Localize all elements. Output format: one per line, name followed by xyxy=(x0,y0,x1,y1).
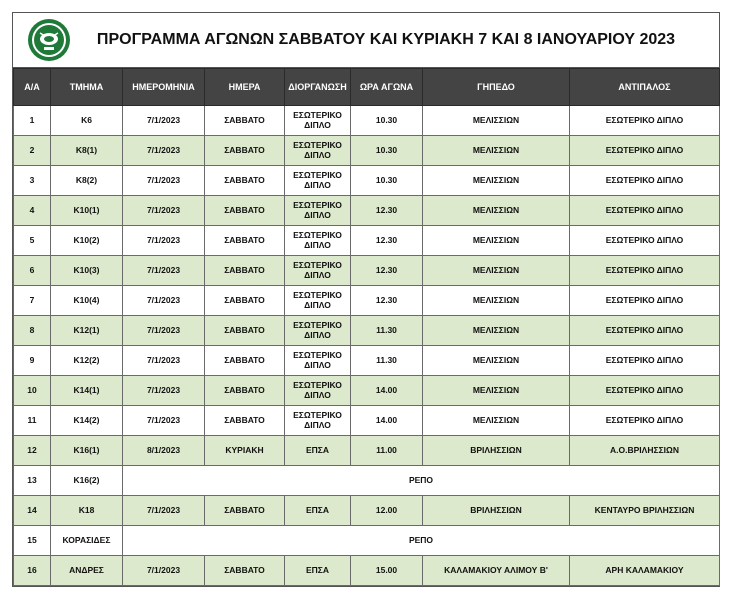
table-row xyxy=(14,286,720,316)
column-header: ΓΗΠΕΔΟ xyxy=(423,69,570,106)
schedule-sheet xyxy=(12,12,720,587)
cell-org: ΕΣΩΤΕΡΙΚΟ ΔΙΠΛΟ xyxy=(285,256,351,286)
cell-date: 7/1/2023 xyxy=(123,196,205,226)
cell-date: 7/1/2023 xyxy=(123,106,205,136)
cell-opp: ΕΣΩΤΕΡΙΚΟ ΔΙΠΛΟ xyxy=(570,106,720,136)
table-row xyxy=(14,166,720,196)
cell-opp: ΕΣΩΤΕΡΙΚΟ ΔΙΠΛΟ xyxy=(570,256,720,286)
cell-day: ΣΑΒΒΑΤΟ xyxy=(205,136,285,166)
cell-day: ΣΑΒΒΑΤΟ xyxy=(205,166,285,196)
cell-day: ΣΑΒΒΑΤΟ xyxy=(205,106,285,136)
table-row xyxy=(14,106,720,136)
cell-no: 15 xyxy=(14,526,51,556)
cell-date: 7/1/2023 xyxy=(123,406,205,436)
cell-venue: ΚΑΛΑΜΑΚΙΟΥ ΑΛΙΜΟΥ Β' xyxy=(423,556,570,586)
cell-date: 7/1/2023 xyxy=(123,256,205,286)
cell-venue: ΜΕΛΙΣΣΙΩΝ xyxy=(423,376,570,406)
cell-no: 6 xyxy=(14,256,51,286)
cell-date: 7/1/2023 xyxy=(123,166,205,196)
cell-venue: ΜΕΛΙΣΣΙΩΝ xyxy=(423,346,570,376)
cell-date: 7/1/2023 xyxy=(123,136,205,166)
cell-time: 12.30 xyxy=(351,256,423,286)
cell-opp: Α.Ο.ΒΡΙΛΗΣΣΙΩΝ xyxy=(570,436,720,466)
cell-no: 1 xyxy=(14,106,51,136)
cell-venue: ΜΕΛΙΣΣΙΩΝ xyxy=(423,136,570,166)
column-header: Α/Α xyxy=(14,69,51,106)
cell-date: 7/1/2023 xyxy=(123,376,205,406)
cell-venue: ΜΕΛΙΣΣΙΩΝ xyxy=(423,226,570,256)
cell-day: ΚΥΡΙΑΚΗ xyxy=(205,436,285,466)
cell-date: 7/1/2023 xyxy=(123,226,205,256)
cell-org: ΕΣΩΤΕΡΙΚΟ ΔΙΠΛΟ xyxy=(285,196,351,226)
cell-org: ΕΣΩΤΕΡΙΚΟ ΔΙΠΛΟ xyxy=(285,106,351,136)
cell-team: Κ18 xyxy=(51,496,123,526)
cell-org: ΕΣΩΤΕΡΙΚΟ ΔΙΠΛΟ xyxy=(285,406,351,436)
cell-team: Κ10(4) xyxy=(51,286,123,316)
cell-org: ΕΣΩΤΕΡΙΚΟ ΔΙΠΛΟ xyxy=(285,166,351,196)
cell-org: ΕΠΣΑ xyxy=(285,556,351,586)
cell-no: 14 xyxy=(14,496,51,526)
cell-span: ΡΕΠΟ xyxy=(123,526,720,556)
cell-team: Κ12(2) xyxy=(51,346,123,376)
cell-team: Κ6 xyxy=(51,106,123,136)
cell-venue: ΒΡΙΛΗΣΣΙΩΝ xyxy=(423,496,570,526)
cell-org: ΕΣΩΤΕΡΙΚΟ ΔΙΠΛΟ xyxy=(285,286,351,316)
table-row xyxy=(14,526,720,556)
cell-team: Κ14(2) xyxy=(51,406,123,436)
cell-day: ΣΑΒΒΑΤΟ xyxy=(205,316,285,346)
cell-no: 4 xyxy=(14,196,51,226)
cell-team: Κ10(1) xyxy=(51,196,123,226)
cell-venue: ΜΕΛΙΣΣΙΩΝ xyxy=(423,406,570,436)
cell-date: 7/1/2023 xyxy=(123,556,205,586)
cell-opp: ΕΣΩΤΕΡΙΚΟ ΔΙΠΛΟ xyxy=(570,226,720,256)
cell-team: ΚΟΡΑΣΙΔΕΣ xyxy=(51,526,123,556)
table-row xyxy=(14,316,720,346)
cell-time: 15.00 xyxy=(351,556,423,586)
cell-team: Κ12(1) xyxy=(51,316,123,346)
header-row xyxy=(14,69,720,106)
cell-no: 2 xyxy=(14,136,51,166)
cell-time: 12.30 xyxy=(351,226,423,256)
column-header: ΔΙΟΡΓΑΝΩΣΗ xyxy=(285,69,351,106)
cell-team: Κ8(2) xyxy=(51,166,123,196)
column-header: ΗΜΕΡΑ xyxy=(205,69,285,106)
cell-no: 9 xyxy=(14,346,51,376)
cell-day: ΣΑΒΒΑΤΟ xyxy=(205,556,285,586)
table-row xyxy=(14,496,720,526)
cell-date: 7/1/2023 xyxy=(123,496,205,526)
cell-opp: ΕΣΩΤΕΡΙΚΟ ΔΙΠΛΟ xyxy=(570,166,720,196)
cell-day: ΣΑΒΒΑΤΟ xyxy=(205,256,285,286)
cell-org: ΕΠΣΑ xyxy=(285,496,351,526)
cell-day: ΣΑΒΒΑΤΟ xyxy=(205,376,285,406)
cell-team: Κ16(1) xyxy=(51,436,123,466)
cell-time: 12.30 xyxy=(351,286,423,316)
table-row xyxy=(14,226,720,256)
cell-time: 11.30 xyxy=(351,316,423,346)
cell-venue: ΒΡΙΛΗΣΣΙΩΝ xyxy=(423,436,570,466)
cell-no: 5 xyxy=(14,226,51,256)
cell-no: 3 xyxy=(14,166,51,196)
column-header: ΗΜΕΡΟΜΗΝΙΑ xyxy=(123,69,205,106)
cell-team: Κ10(2) xyxy=(51,226,123,256)
table-row xyxy=(14,556,720,586)
cell-org: ΕΣΩΤΕΡΙΚΟ ΔΙΠΛΟ xyxy=(285,316,351,346)
cell-venue: ΜΕΛΙΣΣΙΩΝ xyxy=(423,196,570,226)
cell-opp: ΕΣΩΤΕΡΙΚΟ ΔΙΠΛΟ xyxy=(570,196,720,226)
cell-team: Κ10(3) xyxy=(51,256,123,286)
cell-time: 10.30 xyxy=(351,166,423,196)
cell-opp: ΕΣΩΤΕΡΙΚΟ ΔΙΠΛΟ xyxy=(570,406,720,436)
cell-day: ΣΑΒΒΑΤΟ xyxy=(205,196,285,226)
cell-opp: ΑΡΗ ΚΑΛΑΜΑΚΙΟΥ xyxy=(570,556,720,586)
cell-org: ΕΠΣΑ xyxy=(285,436,351,466)
cell-no: 7 xyxy=(14,286,51,316)
table-body xyxy=(14,106,720,586)
cell-no: 16 xyxy=(14,556,51,586)
cell-date: 7/1/2023 xyxy=(123,286,205,316)
cell-opp: ΕΣΩΤΕΡΙΚΟ ΔΙΠΛΟ xyxy=(570,286,720,316)
schedule-table xyxy=(13,68,720,586)
club-crest-logo xyxy=(27,18,71,62)
cell-time: 10.30 xyxy=(351,136,423,166)
cell-venue: ΜΕΛΙΣΣΙΩΝ xyxy=(423,286,570,316)
cell-team: Κ16(2) xyxy=(51,466,123,496)
cell-no: 12 xyxy=(14,436,51,466)
cell-opp: ΕΣΩΤΕΡΙΚΟ ΔΙΠΛΟ xyxy=(570,136,720,166)
cell-time: 11.00 xyxy=(351,436,423,466)
cell-span: ΡΕΠΟ xyxy=(123,466,720,496)
table-row xyxy=(14,196,720,226)
cell-no: 10 xyxy=(14,376,51,406)
table-row xyxy=(14,376,720,406)
cell-opp: ΕΣΩΤΕΡΙΚΟ ΔΙΠΛΟ xyxy=(570,346,720,376)
cell-venue: ΜΕΛΙΣΣΙΩΝ xyxy=(423,316,570,346)
table-row xyxy=(14,406,720,436)
table-row xyxy=(14,346,720,376)
column-header: ΑΝΤΙΠΑΛΟΣ xyxy=(570,69,720,106)
cell-org: ΕΣΩΤΕΡΙΚΟ ΔΙΠΛΟ xyxy=(285,226,351,256)
cell-opp: ΚΕΝΤΑΥΡΟ ΒΡΙΛΗΣΣΙΩΝ xyxy=(570,496,720,526)
table-row xyxy=(14,436,720,466)
page-title: ΠΡΟΓΡΑΜΜΑ ΑΓΩΝΩΝ ΣΑΒΒΑΤΟΥ ΚΑΙ ΚΥΡΙΑΚΗ 7 ΚΑΙ 8 ΙΑΝΟΥΑΡΙΟΥ 2023 xyxy=(96,31,676,48)
cell-opp: ΕΣΩΤΕΡΙΚΟ ΔΙΠΛΟ xyxy=(570,376,720,406)
cell-time: 12.30 xyxy=(351,196,423,226)
cell-time: 14.00 xyxy=(351,376,423,406)
cell-org: ΕΣΩΤΕΡΙΚΟ ΔΙΠΛΟ xyxy=(285,376,351,406)
column-header: ΤΜΗΜΑ xyxy=(51,69,123,106)
cell-venue: ΜΕΛΙΣΣΙΩΝ xyxy=(423,106,570,136)
cell-time: 12.00 xyxy=(351,496,423,526)
cell-day: ΣΑΒΒΑΤΟ xyxy=(205,226,285,256)
cell-venue: ΜΕΛΙΣΣΙΩΝ xyxy=(423,256,570,286)
table-row xyxy=(14,136,720,166)
cell-org: ΕΣΩΤΕΡΙΚΟ ΔΙΠΛΟ xyxy=(285,346,351,376)
cell-no: 11 xyxy=(14,406,51,436)
cell-date: 8/1/2023 xyxy=(123,436,205,466)
cell-team: ΑΝΔΡΕΣ xyxy=(51,556,123,586)
cell-day: ΣΑΒΒΑΤΟ xyxy=(205,406,285,436)
cell-no: 13 xyxy=(14,466,51,496)
cell-no: 8 xyxy=(14,316,51,346)
cell-time: 11.30 xyxy=(351,346,423,376)
cell-time: 10.30 xyxy=(351,106,423,136)
cell-day: ΣΑΒΒΑΤΟ xyxy=(205,346,285,376)
cell-team: Κ8(1) xyxy=(51,136,123,166)
cell-org: ΕΣΩΤΕΡΙΚΟ ΔΙΠΛΟ xyxy=(285,136,351,166)
table-row xyxy=(14,466,720,496)
cell-opp: ΕΣΩΤΕΡΙΚΟ ΔΙΠΛΟ xyxy=(570,316,720,346)
table-row xyxy=(14,256,720,286)
cell-day: ΣΑΒΒΑΤΟ xyxy=(205,286,285,316)
cell-date: 7/1/2023 xyxy=(123,346,205,376)
cell-day: ΣΑΒΒΑΤΟ xyxy=(205,496,285,526)
column-header: ΩΡΑ ΑΓΩΝΑ xyxy=(351,69,423,106)
title-row xyxy=(13,13,719,68)
cell-team: Κ14(1) xyxy=(51,376,123,406)
cell-date: 7/1/2023 xyxy=(123,316,205,346)
cell-venue: ΜΕΛΙΣΣΙΩΝ xyxy=(423,166,570,196)
cell-time: 14.00 xyxy=(351,406,423,436)
